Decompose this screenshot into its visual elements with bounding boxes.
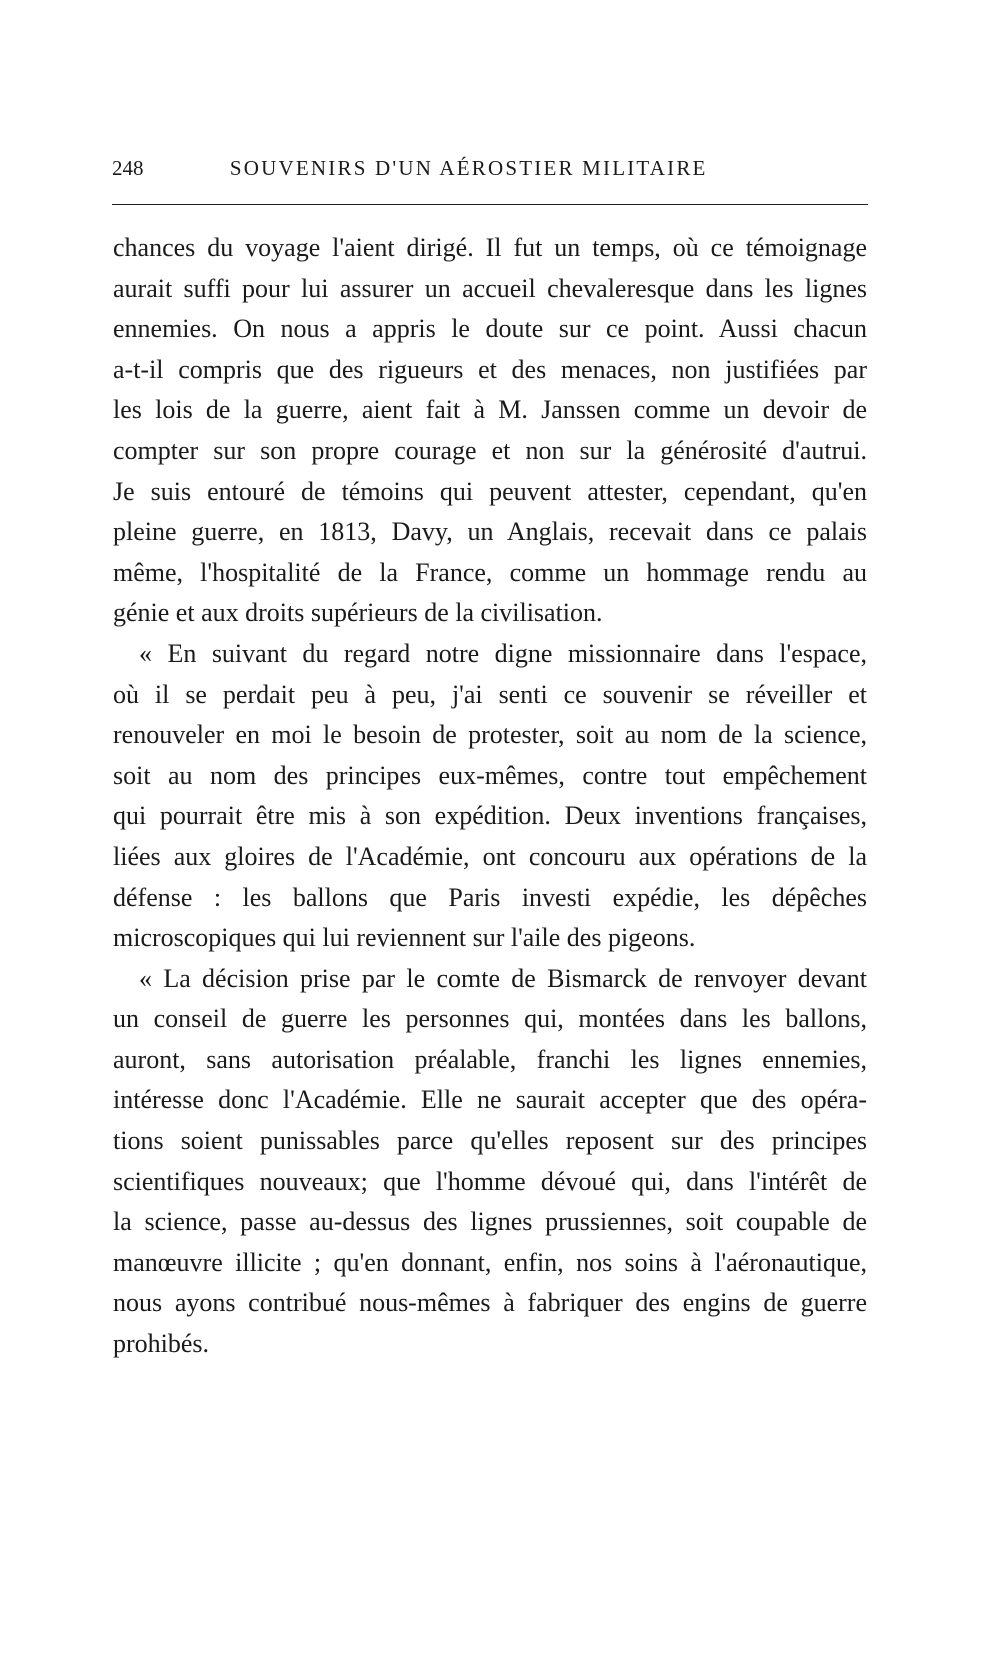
text-line: qui pourrait être mis à son expédition. Deux inventions françaises, <box>113 801 867 831</box>
text-line: génie et aux droits supérieurs de la civilisation. <box>113 598 603 628</box>
text-line: aurait suffi pour lui assurer un accueil chevaleresque dans les lignes <box>113 273 867 303</box>
text-line: défense : les ballons que Paris investi expédie, les dépêches <box>113 882 867 912</box>
paragraph-2 <box>113 634 867 959</box>
text-line: scientifiques nouveaux; que l'homme dévoué qui, dans l'intérêt de <box>113 1166 867 1196</box>
text-line: même, l'hospitalité de la France, comme un hommage rendu au <box>113 557 867 587</box>
text-line: ennemies. On nous a appris le doute sur ce point. Aussi chacun <box>113 314 867 344</box>
text-line: « La décision prise par le comte de Bismarck de renvoyer devant <box>139 963 867 993</box>
text-line: compter sur son propre courage et non sur la générosité d'autrui. <box>113 435 867 465</box>
text-line: liées aux gloires de l'Académie, ont concouru aux opérations de la <box>113 841 867 871</box>
text-line: pleine guerre, en 1813, Davy, un Anglais, recevait dans ce palais <box>113 517 867 547</box>
running-title: SOUVENIRS D'UN AÉROSTIER MILITAIRE <box>229 156 708 180</box>
text-line: renouveler en moi le besoin de protester, soit au nom de la science, <box>113 720 867 750</box>
text-line: intéresse donc l'Académie. Elle ne saurait accepter que des opéra- <box>113 1085 867 1115</box>
paragraph-3 <box>113 959 867 1365</box>
text-line: les lois de la guerre, aient fait à M. Janssen comme un devoir de <box>113 395 867 425</box>
text-line: chances du voyage l'aient dirigé. Il fut un temps, où ce témoignage <box>113 233 867 262</box>
body-text <box>113 228 867 1365</box>
text-line: prohibés. <box>113 1329 210 1359</box>
text-line: soit au nom des principes eux-mêmes, contre tout empêchement <box>113 760 867 790</box>
text-line: a-t-il compris que des rigueurs et des menaces, non justifiées par <box>113 354 867 384</box>
text-line: tions soient punissables parce qu'elles reposent sur des principes <box>113 1126 867 1156</box>
text-line: manœuvre illicite ; qu'en donnant, enfin, nos soins à l'aéronautique, <box>113 1247 867 1277</box>
text-line: nous ayons contribué nous-mêmes à fabriquer des engins de guerre <box>113 1288 867 1318</box>
text-line: « En suivant du regard notre digne missionnaire dans l'espace, <box>139 638 867 668</box>
running-head <box>112 156 868 190</box>
paragraph-1 <box>113 228 867 634</box>
text-line: auront, sans autorisation préalable, franchi les lignes ennemies, <box>113 1044 867 1074</box>
header-rule <box>112 204 868 205</box>
text-line: où il se perdait peu à peu, j'ai senti ce souvenir se réveiller et <box>113 679 867 709</box>
text-line: microscopiques qui lui reviennent sur l'aile des pigeons. <box>113 923 696 953</box>
text-line: la science, passe au-dessus des lignes prussiennes, soit coupable de <box>113 1207 867 1237</box>
text-line: un conseil de guerre les personnes qui, montées dans les ballons, <box>113 1004 867 1034</box>
page-number: 248 <box>112 156 144 180</box>
text-line: Je suis entouré de témoins qui peuvent attester, cependant, qu'en <box>113 476 867 506</box>
